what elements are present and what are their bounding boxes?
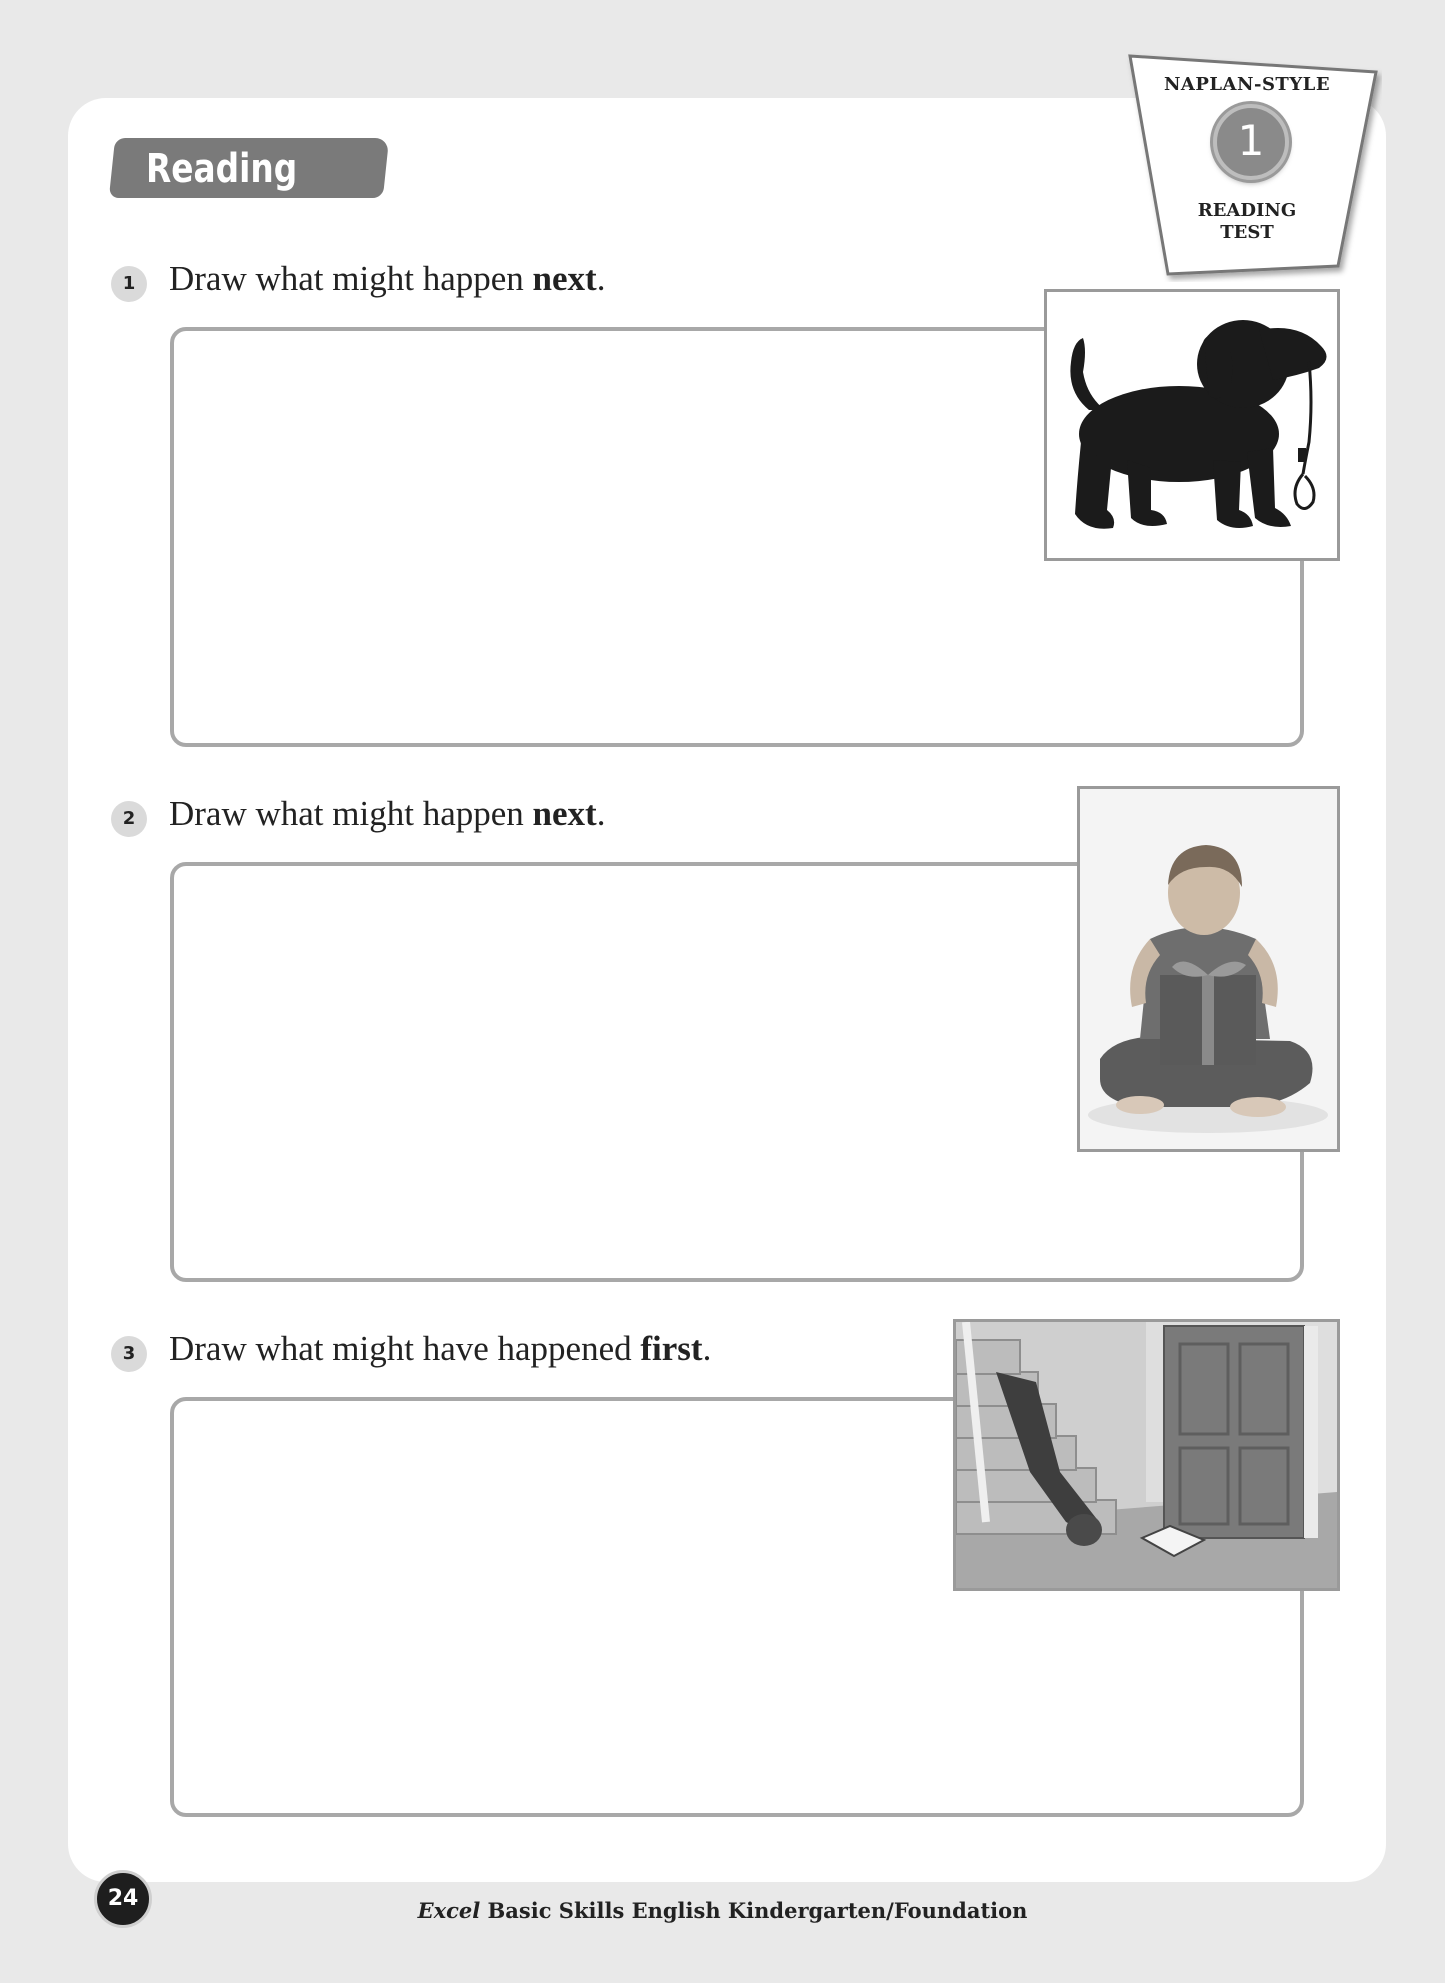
question-3-picture (953, 1319, 1340, 1591)
question-2-picture (1077, 786, 1340, 1152)
question-2-text: Draw what might happen (169, 794, 533, 833)
question-1-emphasis: next (532, 259, 597, 298)
badge-line-1: READING (1197, 200, 1297, 221)
dog-with-leash-icon (1047, 292, 1337, 558)
question-1-picture (1044, 289, 1340, 561)
question-3-emphasis: first (640, 1329, 703, 1368)
question-2-number: 2 (111, 801, 147, 837)
footer-brand: Excel (417, 1898, 481, 1923)
question-3-prompt (169, 1329, 711, 1369)
badge-line-2: TEST (1220, 222, 1274, 243)
badge-label-top: NAPLAN-STYLE (1163, 74, 1331, 95)
question-2-prompt (169, 794, 605, 834)
question-2-period: . (596, 794, 606, 833)
section-title: Reading (146, 146, 298, 192)
badge-label-bottom (1140, 200, 1354, 244)
question-3-number: 3 (111, 1336, 147, 1372)
question-1-prompt (169, 259, 605, 299)
badge-number: 1 (1213, 104, 1289, 180)
question-3-text: Draw what might have happened (169, 1329, 641, 1368)
footer-book-title: Basic Skills English Kindergarten/Foundation (480, 1898, 1028, 1923)
footer-title (0, 1898, 1445, 1923)
question-1-period: . (596, 259, 606, 298)
child-on-stairs-photo-icon (956, 1322, 1337, 1588)
page-number: 24 (94, 1870, 152, 1928)
question-1-number: 1 (111, 266, 147, 302)
boy-gift-photo-icon (1080, 789, 1337, 1149)
question-1-text: Draw what might happen (169, 259, 533, 298)
question-3-period: . (702, 1329, 712, 1368)
question-2-emphasis: next (532, 794, 597, 833)
